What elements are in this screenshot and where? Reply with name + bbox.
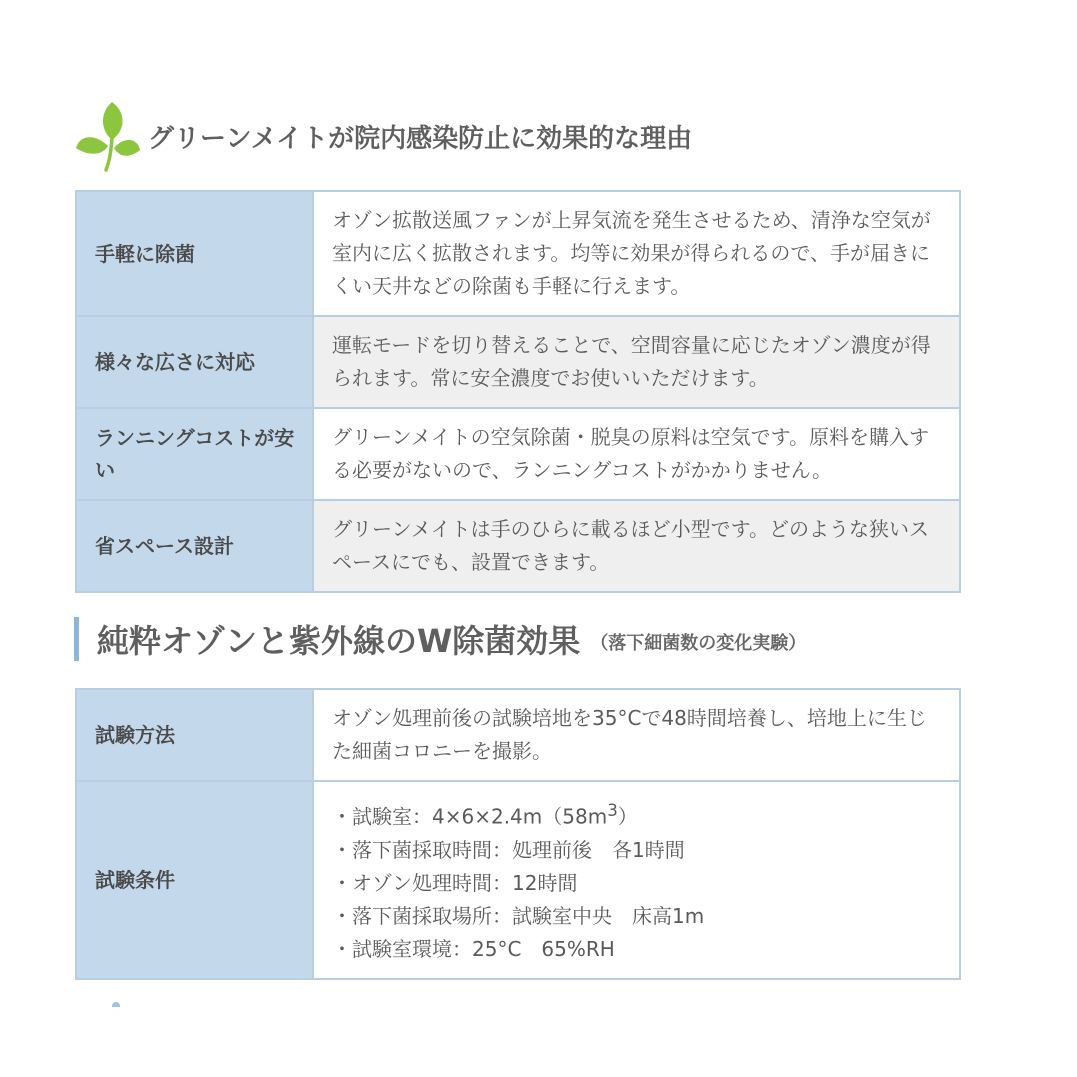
- table-row: [76, 408, 960, 500]
- table-row: [76, 500, 960, 592]
- table-row: [76, 316, 960, 408]
- table-row: [76, 191, 960, 316]
- list-item: ・試験室環境：25°C 65%RH: [332, 936, 615, 961]
- row-text: 運転モードを切り替えることで、空間容量に応じたオゾン濃度が得られます。常に安全濃度でお使いいただけます。: [313, 316, 960, 408]
- superscript-cubed: 3: [607, 801, 618, 820]
- condition-room-size-close: ）: [617, 804, 638, 829]
- section2-subtitle: （落下細菌数の変化実験）: [590, 633, 807, 654]
- condition-room-size: ・試験室：4×6×2.4m（58m: [332, 804, 608, 829]
- leaf-sprout-icon: [74, 98, 142, 174]
- row-text: オゾン拡散送風ファンが上昇気流を発生させるため、清浄な空気が室内に広く拡散されます。均等に効果が得られるので、手が届きにくい天井などの除菌も手軽に行えます。: [313, 191, 960, 316]
- experiment-table: [75, 688, 961, 980]
- list-item: ・落下菌採取時間：処理前後 各1時間: [332, 837, 685, 862]
- section2-title: 純粋オゾンと紫外線のW除菌効果: [97, 622, 581, 660]
- section2-heading: [74, 616, 806, 662]
- list-item: ・オゾン処理時間：12時間: [332, 870, 578, 895]
- row-text: グリーンメイトは手のひらに載るほど小型です。どのような狭いスペースにでも、設置できます。: [313, 500, 960, 592]
- section1-heading: [74, 98, 692, 174]
- row-label: 様々な広さに対応: [76, 316, 313, 408]
- row-text: グリーンメイトの空気除菌・脱臭の原料は空気です。原料を購入する必要がないので、ランニングコストがかかりません。: [313, 408, 960, 500]
- list-item: [332, 794, 941, 834]
- row-label: ランニングコストが安い: [76, 408, 313, 500]
- reasons-table: [75, 190, 961, 593]
- method-text: オゾン処理前後の試験培地を35°Cで48時間培養し、培地上に生じた細菌コロニーを撮影。: [313, 689, 960, 781]
- conditions-list: [332, 794, 941, 966]
- table-row: [76, 781, 960, 979]
- row-label: 手軽に除菌: [76, 191, 313, 316]
- method-label: 試験方法: [76, 689, 313, 781]
- next-section-icon-fragment: [112, 1002, 120, 1007]
- table-row: [76, 689, 960, 781]
- section1-title: グリーンメイトが院内感染防止に効果的な理由: [148, 123, 693, 154]
- heading-accent-bar: [74, 617, 79, 661]
- conditions-cell: [313, 781, 960, 979]
- list-item: ・落下菌採取場所：試験室中央 床高1m: [332, 903, 705, 928]
- conditions-label: 試験条件: [76, 781, 313, 979]
- row-label: 省スペース設計: [76, 500, 313, 592]
